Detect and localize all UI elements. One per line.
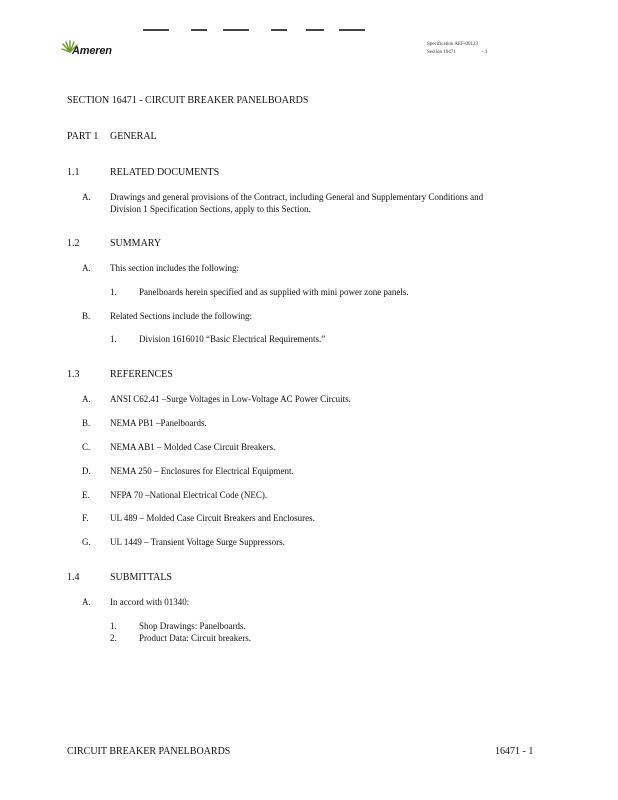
subparagraph-number: 1.: [110, 334, 117, 344]
reference-text: UL 489 – Molded Case Circuit Breakers and Enclosures.: [110, 513, 315, 523]
paragraph-letter: A.: [82, 192, 91, 202]
subparagraph-text: Panelboards herein specified and as supplied with mini power zone panels.: [139, 287, 409, 297]
redaction-mark: [143, 29, 169, 31]
spec-page: - 1: [482, 50, 488, 55]
article-title: REFERENCES: [110, 369, 173, 380]
subparagraph-text: Division 1616010 “Basic Electrical Requirements.”: [139, 334, 326, 344]
reference-text: UL 1449 – Transient Voltage Surge Suppressors.: [110, 537, 285, 547]
part-title: GENERAL: [110, 131, 157, 142]
paragraph-text: Division 1 Specification Sections, apply to this Section.: [110, 204, 311, 214]
reference-letter: E.: [82, 490, 90, 500]
footer-title: CIRCUIT BREAKER PANELBOARDS: [67, 746, 231, 757]
article-title: SUBMITTALS: [110, 572, 172, 583]
redaction-mark: [339, 29, 365, 31]
paragraph-letter: A.: [82, 263, 91, 273]
paragraph-text: This section includes the following:: [110, 263, 239, 273]
reference-letter: F.: [82, 513, 89, 523]
reference-letter: G.: [82, 537, 91, 547]
part-number: PART 1: [67, 131, 99, 142]
section-title: SECTION 16471 - CIRCUIT BREAKER PANELBOARDS: [67, 95, 309, 106]
paragraph-letter: A.: [82, 597, 91, 607]
reference-text: ANSI C62.41 –Surge Voltages in Low-Voltage AC Power Circuits.: [110, 394, 351, 404]
article-title: RELATED DOCUMENTS: [110, 167, 220, 178]
redaction-mark: [306, 29, 324, 31]
article-number: 1.4: [67, 572, 80, 583]
redaction-mark: [191, 29, 207, 31]
footer-page-number: 16471 - 1: [495, 746, 534, 757]
reference-letter: B.: [82, 418, 91, 428]
article-title: SUMMARY: [110, 238, 162, 249]
subparagraph-number: 2.: [110, 633, 117, 643]
redaction-mark: [223, 29, 249, 31]
reference-text: NEMA 250 – Enclosures for Electrical Equipment.: [110, 466, 294, 476]
subparagraph-number: 1.: [110, 621, 117, 631]
subparagraph-text: Shop Drawings: Panelboards.: [139, 621, 246, 631]
article-number: 1.2: [67, 238, 80, 249]
subparagraph-number: 1.: [110, 287, 117, 297]
spec-number: Specification AEF-00123: [427, 42, 478, 47]
paragraph-text: In accord with 01340:: [110, 597, 190, 607]
paragraph-text: Drawings and general provisions of the Contract, including General and Supplementary Conditions and: [110, 192, 484, 202]
redaction-mark: [271, 29, 287, 31]
reference-letter: A.: [82, 394, 91, 404]
article-number: 1.3: [67, 369, 80, 380]
subparagraph-text: Product Data: Circuit breakers.: [139, 633, 251, 643]
reference-text: NEMA PB1 –Panelboards.: [110, 418, 207, 428]
paragraph-letter: B.: [82, 311, 91, 321]
paragraph-text: Related Sections include the following:: [110, 311, 252, 321]
reference-letter: D.: [82, 466, 91, 476]
logo-text: Ameren: [72, 45, 112, 57]
reference-text: NFPA 70 –National Electrical Code (NEC).: [110, 490, 268, 500]
reference-text: NEMA AB1 – Molded Case Circuit Breakers.: [110, 442, 276, 452]
spec-section: Section 16471: [427, 50, 456, 55]
article-number: 1.1: [67, 167, 80, 178]
reference-letter: C.: [82, 442, 91, 452]
